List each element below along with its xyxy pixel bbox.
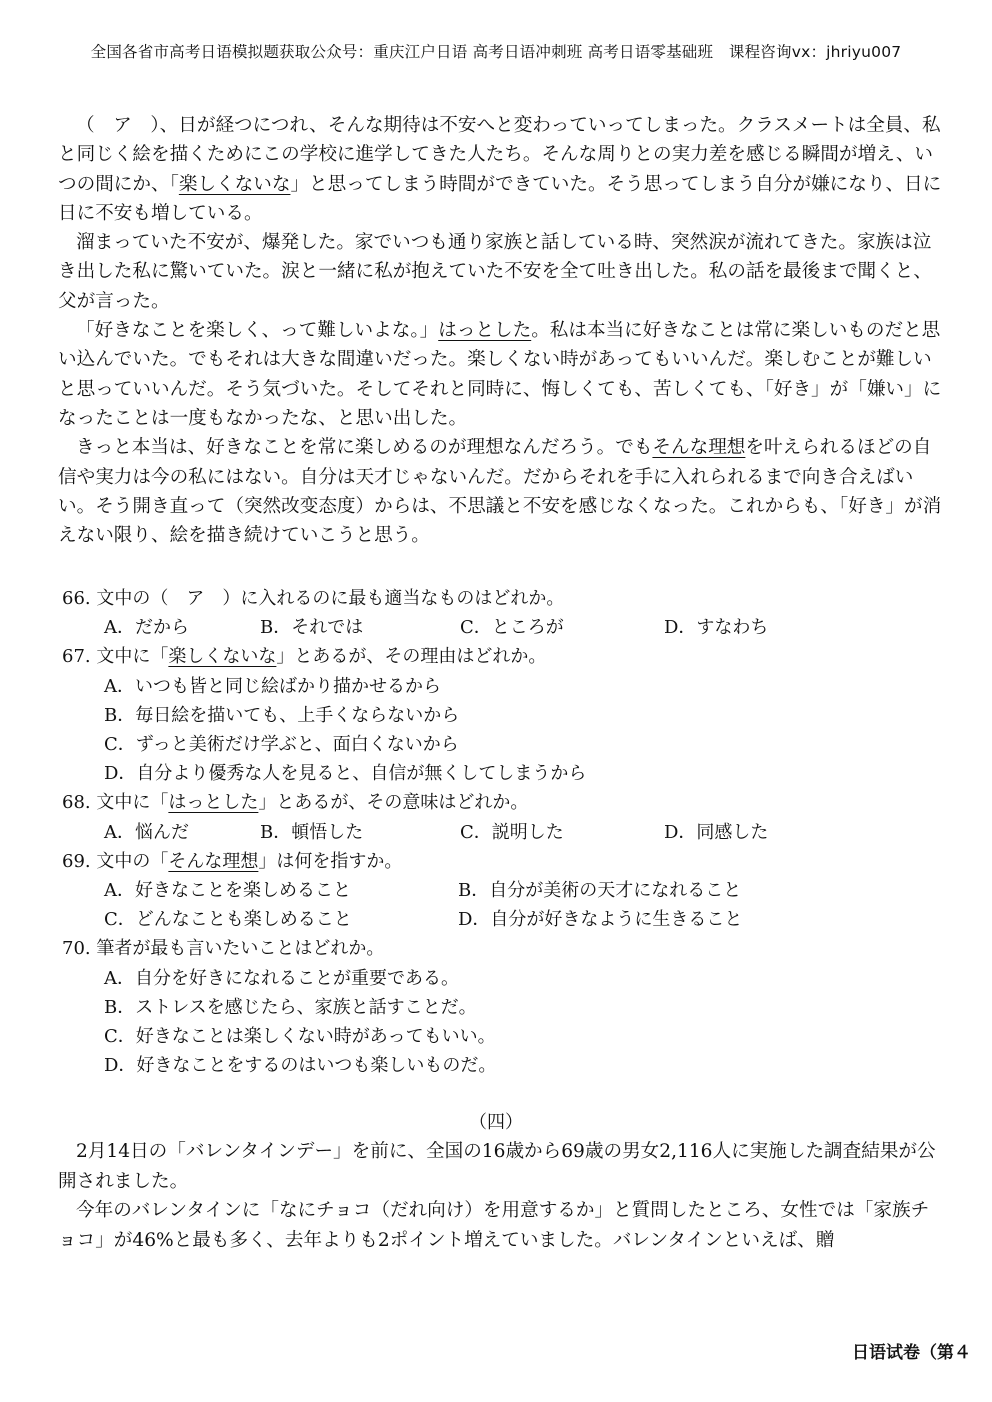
stem-text: 文中の（ ア ）に入れるのに最も適当なものはどれか。 <box>96 588 565 609</box>
question-66 <box>62 584 942 642</box>
question-69 <box>62 847 942 935</box>
question-number: 68. <box>62 792 91 814</box>
option-c[interactable]: C．どんなことも楽しめること <box>104 909 352 931</box>
paragraph-text: 。私は本当に好きなことは常に楽しいものだと思い込んでいた。でもそれは大きな間違いだった。楽しくない時があってもいいんだ。楽しむことが難しいと思っていいんだ。そう気づいた。そしてそれと同時に、悔しくても、苦しくても、「好き」が「嫌い」になったことは一度もなかったな、と思い出した。 <box>58 320 942 429</box>
stem-text: 文中に「 <box>96 792 169 814</box>
paragraph-text: 、日が経つにつれ、そんな期待は不安へと変わっていってしまった。クラスメートは全員、私と同じく絵を描くためにこの学校に進学してきた人たち。そんな周りとの実力差を感じる瞬間が増え、いつの間にか、「 <box>58 115 941 195</box>
question-68 <box>62 788 942 846</box>
underlined-phrase: そんな理想 <box>652 437 746 459</box>
option-a[interactable]: A．いつも皆と同じ絵ばかり描かせるから <box>104 675 441 697</box>
option-a[interactable]: A．好きなことを楽しめること <box>104 880 351 902</box>
question-stem <box>62 584 942 613</box>
underlined-phrase: 楽しくないな <box>178 173 291 195</box>
option-a[interactable]: A．だから <box>104 617 189 639</box>
options <box>62 818 942 847</box>
blank-a: （ ア ） <box>76 115 160 136</box>
reading-passage <box>58 111 944 550</box>
option-c[interactable]: C．好きなことは楽しくない時があってもいい。 <box>104 1026 496 1048</box>
underlined-phrase: はっとした <box>438 320 532 342</box>
underlined-phrase: はっとした <box>168 792 259 814</box>
passage-paragraph-1 <box>58 111 944 228</box>
question-number: 66. <box>62 588 91 609</box>
paragraph-text: を叶えられるほどの自信や実力は今の私にはない。自分は天才じゃないんだ。だからそれを手に入れられるまで向き合えばいい。そう開き直って（突然改变态度）からは、不思議と不安を感じなくなった。これからも、「好き」が消えない限り、絵を描き続けていこうと思う。 <box>58 437 942 547</box>
paragraph-text: きっと本当は、好きなことを常に楽しめるのが理想なんだろう。でも <box>76 437 653 459</box>
option-d[interactable]: D．すなわち <box>664 617 769 639</box>
question-67 <box>62 642 942 788</box>
option-b[interactable]: B．それでは <box>260 617 364 639</box>
option-d[interactable]: D．同感した <box>664 821 769 843</box>
passage-paragraph-4 <box>58 433 944 550</box>
option-a[interactable]: A．悩んだ <box>104 821 189 843</box>
question-list <box>62 584 942 1080</box>
option-d[interactable]: D．自分が好きなように生きること <box>458 909 743 931</box>
option-d[interactable]: D．好きなことをするのはいつも楽しいものだ。 <box>104 1055 497 1077</box>
question-number: 69. <box>62 850 91 872</box>
question-number: 67. <box>62 646 91 668</box>
options <box>62 672 942 789</box>
stem-text: 」とあるが、その理由はどれか。 <box>276 646 547 668</box>
passage-paragraph-1: 2月14日の「バレンタインデー」を前に、全国の16歳から69歳の男女2,116人に実施した調査結果が公開されました。 <box>58 1141 936 1192</box>
paragraph-text: 「好きなことを楽しく、って難しいよな。」 <box>76 320 439 342</box>
paragraph-text: 」と思ってしまう時間ができていた。そう思ってしまう自分が嫌になり、日に日に不安も増している。 <box>58 173 942 224</box>
passage-paragraph-2: 溜まっていた不安が、爆発した。家でいつも通り家族と話している時、突然涙が流れてきた。家族は泣き出した私に驚いていた。涙と一緒に私が抱えていた不安を全て吐き出した。私の話を最後まで聞くと、父が言った。 <box>58 232 932 312</box>
question-stem <box>62 642 942 671</box>
top-banner: 全国各省市高考日语模拟题获取公众号：重庆江户日语 高考日语冲刺班 高考日语零基础班 课程咨询vx：jhriyu007 <box>90 43 902 61</box>
option-d[interactable]: D．自分より優秀な人を見ると、自信が無くしてしまうから <box>104 763 587 785</box>
option-b[interactable]: B．頓悟した <box>260 821 364 843</box>
option-c[interactable]: C．ところが <box>460 617 564 639</box>
underlined-phrase: そんな理想 <box>168 850 259 872</box>
option-b[interactable]: B．毎日絵を描いても、上手くならないから <box>104 704 460 726</box>
page-footer: 日语试卷（第４ <box>852 1343 971 1363</box>
option-b[interactable]: B．自分が美術の天才になれること <box>458 880 742 902</box>
option-c[interactable]: C．説明した <box>460 821 564 843</box>
question-70 <box>62 934 942 1080</box>
section-heading: （四） <box>469 1112 523 1133</box>
passage-paragraph-3 <box>58 316 944 433</box>
question-stem <box>62 847 942 876</box>
options <box>62 876 942 934</box>
option-a[interactable]: A．自分を好きになれることが重要である。 <box>104 967 459 989</box>
option-row <box>104 905 942 934</box>
stem-text: 」とあるが、その意味はどれか。 <box>258 792 529 814</box>
question-stem <box>62 934 942 963</box>
stem-text: 文中の「 <box>96 850 169 872</box>
reading-passage-4 <box>58 1137 944 1255</box>
option-row <box>104 876 942 905</box>
question-number: 70. <box>62 938 91 960</box>
question-stem <box>62 788 942 817</box>
passage-paragraph-2: 今年のバレンタインに「なにチョコ（だれ向け）を用意するか」と質問したところ、女性では「家族チョコ」が46%と最も多く、去年よりも2ポイント増えていました。バレンタインといえば、贈 <box>58 1200 930 1251</box>
option-b[interactable]: B．ストレスを感じたら、家族と話すことだ。 <box>104 996 477 1018</box>
options <box>62 964 942 1081</box>
stem-text: 筆者が最も言いたいことはどれか。 <box>96 938 385 960</box>
stem-text: 」は何を指すか。 <box>258 850 403 872</box>
stem-text: 文中に「 <box>96 646 169 668</box>
underlined-phrase: 楽しくないな <box>168 646 277 668</box>
option-c[interactable]: C．ずっと美術だけ学ぶと、面白くないから <box>104 734 459 756</box>
options <box>62 613 942 642</box>
